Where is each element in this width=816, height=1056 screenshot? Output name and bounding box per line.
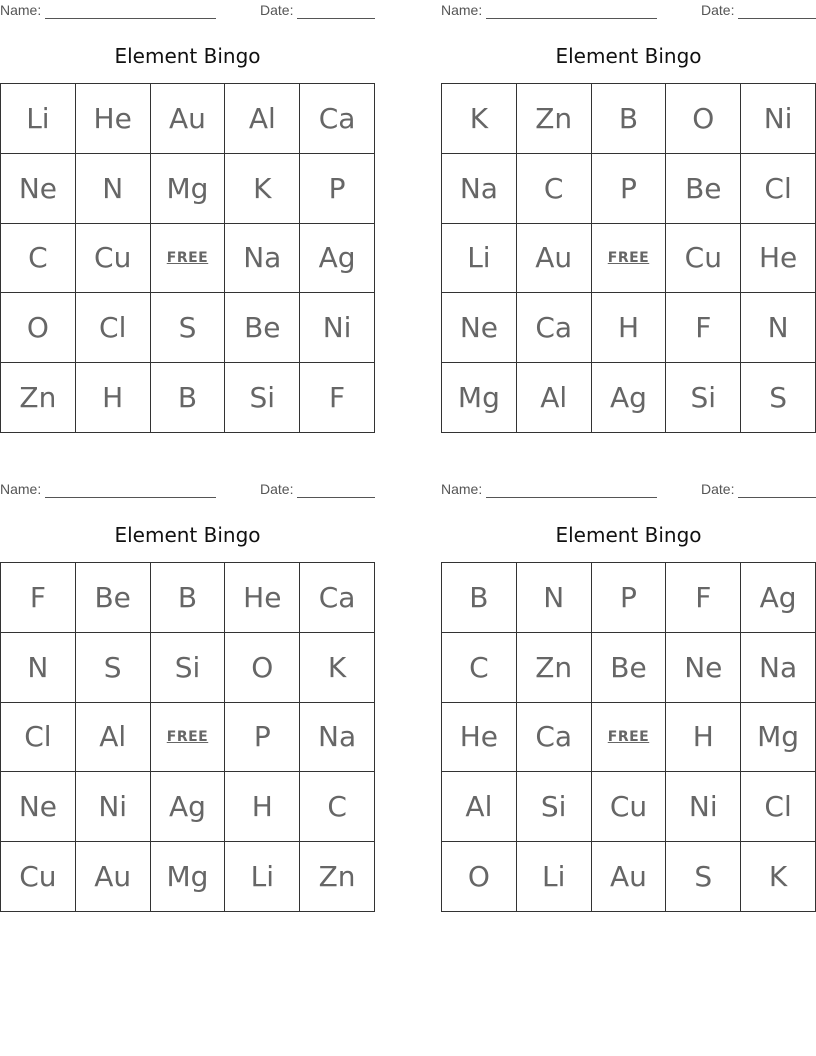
card-header (0, 2, 375, 20)
bingo-card-3 (0, 479, 375, 919)
bingo-cell: Mg (151, 154, 226, 224)
free-space: FREE (151, 703, 226, 773)
name-label: Name: (0, 2, 42, 18)
bingo-cell: Ne (442, 293, 517, 363)
name-label: Name: (441, 2, 483, 18)
card-header (441, 481, 816, 499)
bingo-cell: B (592, 84, 667, 154)
bingo-cell: Au (592, 842, 667, 912)
bingo-cell: Au (76, 842, 151, 912)
bingo-cell: Cl (1, 703, 76, 773)
bingo-cell: Zn (517, 633, 592, 703)
card-header (0, 481, 375, 499)
bingo-cell: C (1, 224, 76, 294)
bingo-cell: Mg (442, 363, 517, 433)
bingo-cell: Cu (76, 224, 151, 294)
bingo-cell: Na (442, 154, 517, 224)
bingo-cell: Cu (1, 842, 76, 912)
bingo-cell: N (741, 293, 816, 363)
bingo-cell: Be (666, 154, 741, 224)
bingo-grid (441, 562, 816, 912)
bingo-cell: N (1, 633, 76, 703)
bingo-card-2 (441, 0, 816, 440)
date-line (297, 497, 375, 498)
bingo-card-4 (441, 479, 816, 919)
bingo-cell: Be (592, 633, 667, 703)
bingo-cell: Be (76, 563, 151, 633)
bingo-cell: P (592, 154, 667, 224)
bingo-cell: B (442, 563, 517, 633)
bingo-cell: Al (517, 363, 592, 433)
bingo-grid (0, 83, 375, 433)
bingo-cell: Cl (741, 772, 816, 842)
bingo-cell: Zn (1, 363, 76, 433)
bingo-grid (0, 562, 375, 912)
bingo-cell: K (225, 154, 300, 224)
bingo-cell: P (300, 154, 375, 224)
bingo-cell: H (592, 293, 667, 363)
card-title: Element Bingo (555, 523, 702, 547)
date-label: Date: (701, 481, 735, 497)
bingo-cell: Al (76, 703, 151, 773)
bingo-cell: Ni (76, 772, 151, 842)
bingo-cell: Ca (300, 84, 375, 154)
bingo-cell: C (300, 772, 375, 842)
bingo-cell: Ni (666, 772, 741, 842)
date-line (738, 18, 816, 19)
free-space: FREE (592, 703, 667, 773)
bingo-cell: Ag (151, 772, 226, 842)
card-title: Element Bingo (114, 523, 261, 547)
date-label: Date: (260, 481, 294, 497)
name-line (486, 18, 657, 19)
bingo-cell: N (76, 154, 151, 224)
bingo-cell: O (442, 842, 517, 912)
name-label: Name: (441, 481, 483, 497)
bingo-cell: Au (517, 224, 592, 294)
bingo-cell: Ca (517, 293, 592, 363)
bingo-cell: Al (225, 84, 300, 154)
bingo-cell: Ne (666, 633, 741, 703)
bingo-cell: O (666, 84, 741, 154)
bingo-cell: B (151, 363, 226, 433)
bingo-cell: F (666, 563, 741, 633)
bingo-cell: K (442, 84, 517, 154)
bingo-cell: S (666, 842, 741, 912)
bingo-cell: He (76, 84, 151, 154)
bingo-cell: N (517, 563, 592, 633)
bingo-cell: K (300, 633, 375, 703)
bingo-cell: C (442, 633, 517, 703)
card-title: Element Bingo (555, 44, 702, 68)
bingo-cell: O (1, 293, 76, 363)
bingo-cell: P (592, 563, 667, 633)
bingo-cell: Si (666, 363, 741, 433)
bingo-cell: Be (225, 293, 300, 363)
bingo-cell: Al (442, 772, 517, 842)
bingo-cell: Si (151, 633, 226, 703)
bingo-cell: K (741, 842, 816, 912)
bingo-cell: O (225, 633, 300, 703)
bingo-cell: Na (225, 224, 300, 294)
bingo-cell: Zn (300, 842, 375, 912)
name-line (45, 18, 216, 19)
bingo-cell: Cl (741, 154, 816, 224)
bingo-cell: S (151, 293, 226, 363)
bingo-cell: Cu (592, 772, 667, 842)
bingo-cell: F (666, 293, 741, 363)
bingo-cell: Li (517, 842, 592, 912)
bingo-cell: Ag (592, 363, 667, 433)
bingo-cell: He (442, 703, 517, 773)
bingo-cell: H (225, 772, 300, 842)
bingo-cell: H (666, 703, 741, 773)
bingo-cell: Li (225, 842, 300, 912)
bingo-cell: Ag (300, 224, 375, 294)
card-title: Element Bingo (114, 44, 261, 68)
bingo-cell: Si (517, 772, 592, 842)
name-line (45, 497, 216, 498)
bingo-grid (441, 83, 816, 433)
name-line (486, 497, 657, 498)
bingo-cell: Na (741, 633, 816, 703)
bingo-cell: B (151, 563, 226, 633)
date-label: Date: (260, 2, 294, 18)
bingo-cell: Ag (741, 563, 816, 633)
bingo-cell: Ni (300, 293, 375, 363)
bingo-cell: P (225, 703, 300, 773)
bingo-cell: He (741, 224, 816, 294)
bingo-cell: Ca (300, 563, 375, 633)
bingo-cell: Ca (517, 703, 592, 773)
date-label: Date: (701, 2, 735, 18)
bingo-cell: Ne (1, 154, 76, 224)
bingo-cell: Zn (517, 84, 592, 154)
bingo-cell: Mg (151, 842, 226, 912)
bingo-cell: Si (225, 363, 300, 433)
free-space: FREE (592, 224, 667, 294)
bingo-cell: F (1, 563, 76, 633)
bingo-cell: Li (442, 224, 517, 294)
bingo-cell: S (741, 363, 816, 433)
bingo-cell: He (225, 563, 300, 633)
bingo-cell: Cu (666, 224, 741, 294)
bingo-cell: Mg (741, 703, 816, 773)
bingo-cell: Ne (1, 772, 76, 842)
bingo-cell: Li (1, 84, 76, 154)
date-line (297, 18, 375, 19)
bingo-cell: H (76, 363, 151, 433)
free-space: FREE (151, 224, 226, 294)
bingo-card-1 (0, 0, 375, 440)
bingo-cell: F (300, 363, 375, 433)
bingo-cell: Au (151, 84, 226, 154)
bingo-cell: Na (300, 703, 375, 773)
bingo-cell: Ni (741, 84, 816, 154)
card-header (441, 2, 816, 20)
bingo-cell: Cl (76, 293, 151, 363)
date-line (738, 497, 816, 498)
bingo-cell: S (76, 633, 151, 703)
name-label: Name: (0, 481, 42, 497)
bingo-cell: C (517, 154, 592, 224)
